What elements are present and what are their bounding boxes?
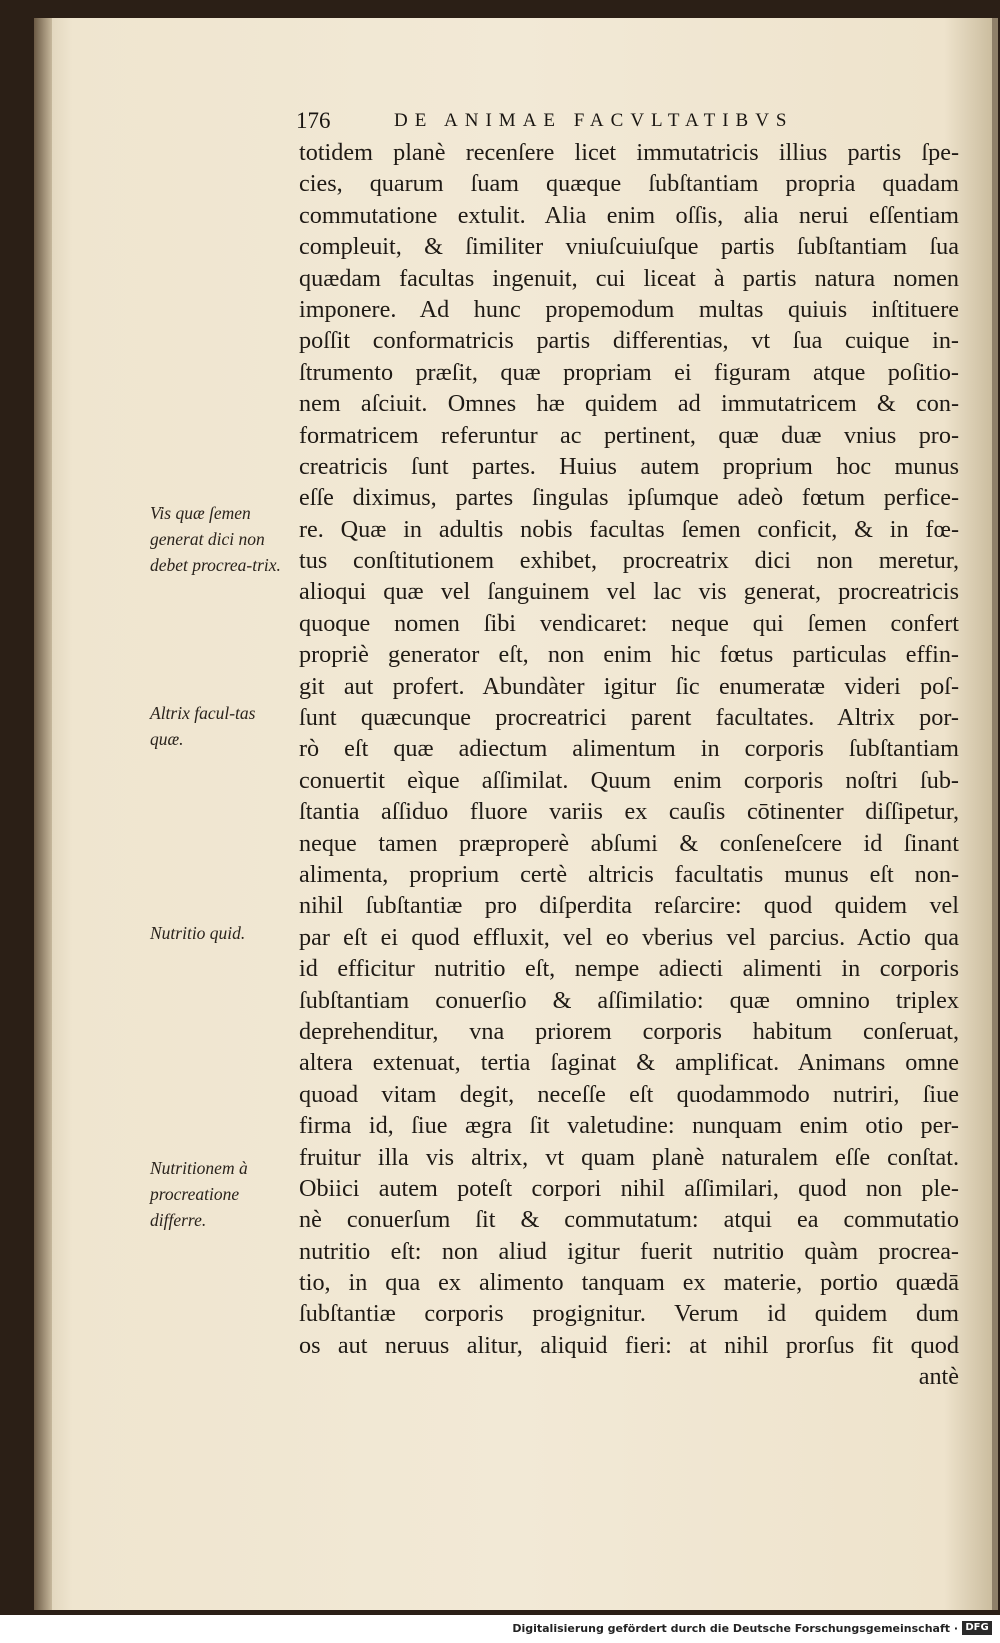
text-line: ſtrumento præſit, quæ propriam ei figuram atque poſitio- (299, 358, 959, 386)
funding-credit: Digitalisierung gefördert durch die Deutsche Forschungsgemeinschaft · (512, 1622, 958, 1635)
text-line: propriè generator eſt, non enim hic fœtus particulas effin- (299, 641, 959, 669)
marginal-note: Altrix facul-tas quæ. (150, 703, 256, 749)
text-line: poſſit conformatricis partis differentias, vt ſua cuique in- (299, 327, 959, 355)
text-line: os aut neruus alitur, aliquid fieri: at nihil prorſus fit quod (299, 1331, 959, 1359)
text-line: nutritio eſt: non aliud igitur fuerit nutritio quàm procrea- (299, 1237, 959, 1265)
text-line: quædam facultas ingenuit, cui liceat à partis natura nomen (299, 264, 959, 292)
text-line: eſſe diximus, partes ſingulas ipſumque adeò fœtum perfice- (299, 484, 959, 512)
running-head: DE ANIMAE FACVLTATIBVS (394, 110, 794, 131)
text-line: tio, in qua ex alimento tanquam ex materie, portio quædā (299, 1269, 959, 1297)
text-line: alimenta, proprium certè altricis facultatis munus eſt non- (299, 860, 959, 888)
text-line: creatricis ſunt partes. Huius autem proprium hoc munus (299, 452, 959, 480)
text-line: ſubſtantiam conuerſio & aſſimilatio: quæ omnino triplex (299, 986, 959, 1014)
text-line: alioqui quæ vel ſanguinem vel lac vis generat, procreatricis (299, 578, 959, 606)
text-line: formatricem referuntur ac pertinent, quæ duæ vnius pro- (299, 421, 959, 449)
text-line: par eſt ei quod effluxit, vel eo vberius vel parcius. Actio qua (299, 923, 959, 951)
text-line: imponere. Ad hunc propemodum multas quiuis inſtituere (299, 295, 959, 323)
text-line: ſubſtantiæ corporis progignitur. Verum id quidem dum (299, 1300, 959, 1328)
text-line: antè (918, 1363, 959, 1391)
text-line: neque tamen præproperè abſumi & conſeneſcere id ſinant (299, 829, 959, 857)
text-line: git aut profert. Abundàter igitur ſic enumeratæ videri poſ- (299, 672, 959, 700)
page-header (296, 108, 836, 134)
marginal-note: Vis quæ ſemen generat dici non debet procrea-trix. (150, 503, 281, 575)
text-line: compleuit, & ſimiliter vniuſcuiuſque partis ſubſtantiam ſua (299, 233, 959, 261)
text-line: tus conſtitutionem exhibet, procreatrix dici non meretur, (299, 547, 959, 575)
marginal-note: Nutritionem à procreatione differre. (150, 1158, 248, 1230)
text-line: re. Quæ in adultis nobis facultas ſemen conficit, & in fœ- (299, 515, 959, 543)
text-line: ſtantia aſſiduo fluore variis ex cauſis cōtinenter diſſipetur, (299, 798, 959, 826)
text-line: quoque nomen ſibi vendicaret: neque qui ſemen confert (299, 609, 959, 637)
body-text (299, 137, 959, 1393)
text-line: rò eſt quæ adiectum alimentum in corporis ſubſtantiam (299, 735, 959, 763)
dfg-logo: DFG (962, 1621, 992, 1635)
text-line: nihil ſubſtantiæ pro diſperdita reſarcire: quod quidem vel (299, 892, 959, 920)
text-line: cies, quarum ſuam quæque ſubſtantiam propria quadam (299, 170, 959, 198)
text-line: altera extenuat, tertia ſaginat & amplificat. Animans omne (299, 1049, 959, 1077)
footer-bar (0, 1616, 1000, 1643)
text-line: nè conuerſum ſit & commutatum: atqui ea commutatio (299, 1206, 959, 1234)
text-line: quoad vitam degit, neceſſe eſt quodammodo nutriri, ſiue (299, 1080, 959, 1108)
text-line: commutatione extulit. Alia enim oſſis, alia nerui eſſentiam (299, 201, 959, 229)
text-line: id efficitur nutritio eſt, nempe adiecti alimenti in corporis (299, 955, 959, 983)
text-line: Obiici autem poteſt corpori nihil aſſimilari, quod non ple- (299, 1174, 959, 1202)
text-line: ſunt quæcunque procreatrici parent facultates. Altrix por- (299, 704, 959, 732)
text-line: nem aſciuit. Omnes hæ quidem ad immutatricem & con- (299, 390, 959, 418)
book-spine (34, 18, 52, 1610)
page-number: 176 (296, 108, 331, 133)
text-line: conuertit eìque aſſimilat. Quum enim corporis noſtri ſub- (299, 766, 959, 794)
text-line: fruitur illa vis altrix, vt quam planè naturalem eſſe conſtat. (299, 1143, 959, 1171)
marginal-note: Nutritio quid. (150, 923, 246, 943)
text-line: deprehenditur, vna priorem corporis habitum conſeruat, (299, 1017, 959, 1045)
text-line: totidem planè recenſere licet immutatricis illius partis ſpe- (299, 139, 959, 166)
text-line: firma id, ſiue ægra ſit valetudine: nunquam enim otio per- (299, 1112, 959, 1140)
